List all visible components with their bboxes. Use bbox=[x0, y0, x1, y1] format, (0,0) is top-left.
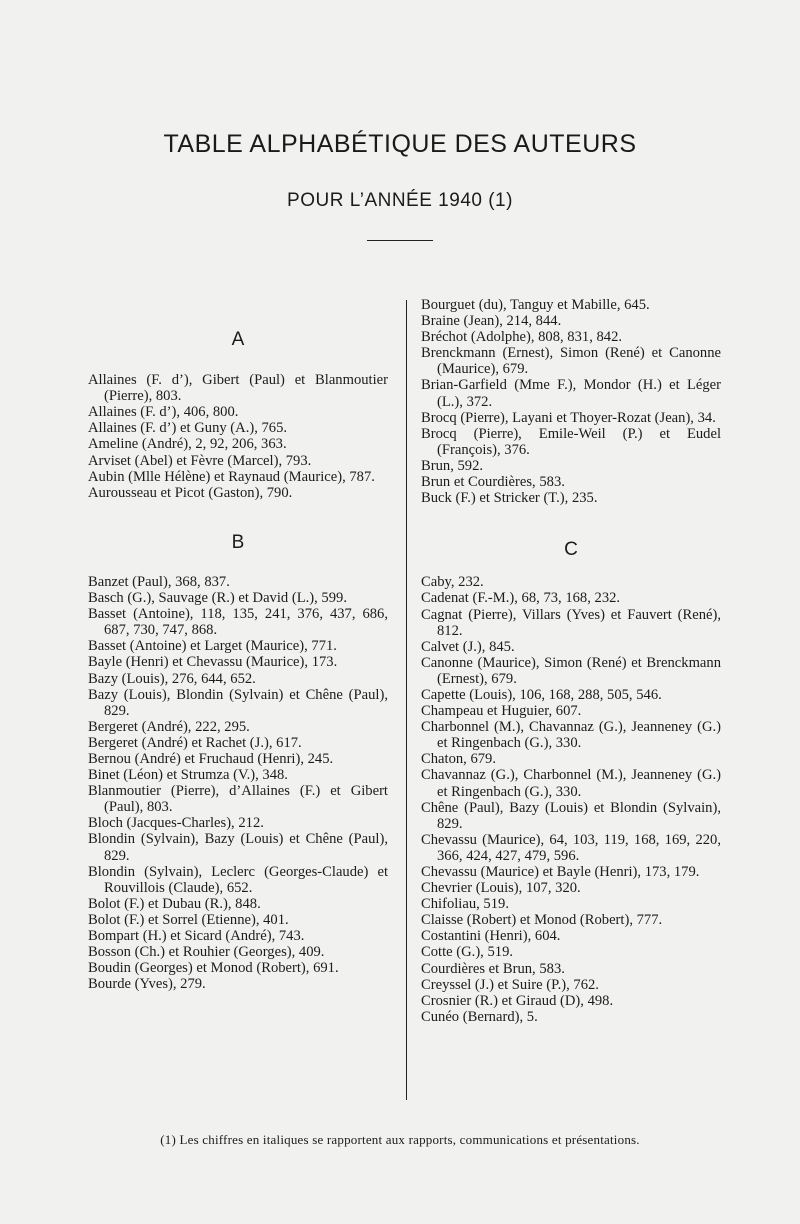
author-entry: Bergeret (André) et Rachet (J.), 617. bbox=[88, 734, 302, 751]
author-entry: Caby, 232. bbox=[421, 574, 484, 591]
author-entry: Creyssel (J.) et Suire (P.), 762. bbox=[421, 976, 599, 993]
author-entry: Basch (G.), Sauvage (R.) et David (L.), 599. bbox=[88, 590, 347, 607]
page-subtitle: POUR L’ANNÉE 1940 (1) bbox=[287, 190, 513, 211]
section-b-entries-right bbox=[421, 297, 721, 506]
author-entry: Blanmoutier (Pierre), d’Allaines (F.) et Gibert (Paul), 803. bbox=[88, 783, 388, 816]
author-entry: Allaines (F. d’) et Guny (A.), 765. bbox=[88, 420, 288, 437]
author-entry: Cunéo (Bernard), 5. bbox=[421, 1008, 538, 1025]
author-entry: Banzet (Paul), 368, 837. bbox=[88, 573, 230, 590]
author-entry: Bazy (Louis), 276, 644, 652. bbox=[88, 670, 256, 687]
author-entry: Charbonnel (M.), Chavannaz (G.), Jeanneney (G.) et Ringenbach (G.), 330. bbox=[421, 719, 721, 752]
author-entry: Brocq (Pierre), Emile-Weil (P.) et Eudel (François), 376. bbox=[421, 425, 721, 458]
author-entry: Buck (F.) et Stricker (T.), 235. bbox=[421, 490, 598, 507]
author-entry: Basset (Antoine) et Larget (Maurice), 771. bbox=[88, 638, 337, 655]
author-entry: Allaines (F. d’), 406, 800. bbox=[88, 404, 239, 421]
author-entry: Chifoliau, 519. bbox=[421, 896, 509, 913]
author-entry: Courdières et Brun, 583. bbox=[421, 960, 565, 977]
author-entry: Ameline (André), 2, 92, 206, 363. bbox=[88, 436, 287, 453]
author-entry: Calvet (J.), 845. bbox=[421, 638, 515, 655]
page-title: TABLE ALPHABÉTIQUE DES AUTEURS bbox=[163, 130, 637, 158]
right-column bbox=[421, 297, 721, 1025]
author-entry: Costantini (Henri), 604. bbox=[421, 928, 561, 945]
author-entry: Basset (Antoine), 118, 135, 241, 376, 437, 686, 687, 730, 747, 868. bbox=[88, 606, 388, 639]
author-entry: Bréchot (Adolphe), 808, 831, 842. bbox=[421, 329, 623, 346]
section-letter-c: C bbox=[564, 539, 578, 561]
author-entry: Cagnat (Pierre), Villars (Yves) et Fauvert (René), 812. bbox=[421, 606, 721, 639]
author-entry: Chêne (Paul), Bazy (Louis) et Blondin (Sylvain), 829. bbox=[421, 799, 721, 832]
author-entry: Capette (Louis), 106, 168, 288, 505, 546. bbox=[421, 686, 662, 703]
author-entry: Binet (Léon) et Strumza (V.), 348. bbox=[88, 767, 288, 784]
author-entry: Brocq (Pierre), Layani et Thoyer-Rozat (Jean), 34. bbox=[421, 409, 716, 426]
author-entry: Blondin (Sylvain), Leclerc (Georges-Claude) et Rouvillois (Claude), 652. bbox=[88, 863, 388, 896]
footnote: (1) Les chiffres en italiques se rapportent aux rapports, communications et présentations. bbox=[160, 1132, 640, 1147]
section-c-entries bbox=[421, 574, 721, 1025]
author-entry: Braine (Jean), 214, 844. bbox=[421, 313, 562, 330]
author-entry: Allaines (F. d’), Gibert (Paul) et Blanmoutier (Pierre), 803. bbox=[88, 372, 388, 405]
author-entry: Bosson (Ch.) et Rouhier (Georges), 409. bbox=[88, 944, 325, 961]
section-a-entries bbox=[88, 372, 388, 501]
author-entry: Bompart (H.) et Sicard (André), 743. bbox=[88, 928, 305, 944]
author-entry: Claisse (Robert) et Monod (Robert), 777. bbox=[421, 912, 663, 929]
author-entry: Bergeret (André), 222, 295. bbox=[88, 718, 250, 735]
author-entry: Arviset (Abel) et Fèvre (Marcel), 793. bbox=[88, 452, 312, 469]
author-entry: Chevassu (Maurice), 64, 103, 119, 168, 169, 220, 366, 424, 427, 479, 596. bbox=[421, 831, 721, 864]
title-rule bbox=[367, 240, 433, 241]
author-entry: Blondin (Sylvain), Bazy (Louis) et Chêne (Paul), 829. bbox=[88, 831, 388, 864]
author-entry: Chevassu (Maurice) et Bayle (Henri), 173, 179. bbox=[421, 864, 700, 880]
author-entry: Bourguet (du), Tanguy et Mabille, 645. bbox=[421, 297, 650, 313]
author-entry: Brun et Courdières, 583. bbox=[421, 474, 565, 491]
author-entry: Bolot (F.) et Dubau (R.), 848. bbox=[88, 895, 261, 912]
author-entry: Bloch (Jacques-Charles), 212. bbox=[88, 815, 264, 832]
author-entry: Chaton, 679. bbox=[421, 751, 496, 768]
section-letter-a: A bbox=[231, 329, 245, 350]
author-entry: Brun, 592. bbox=[421, 457, 484, 474]
author-entry: Crosnier (R.) et Giraud (D), 498. bbox=[421, 992, 614, 1009]
author-entry: Cadenat (F.-M.), 68, 73, 168, 232. bbox=[421, 590, 621, 607]
author-entry: Chevrier (Louis), 107, 320. bbox=[421, 880, 581, 897]
author-entry: Canonne (Maurice), Simon (René) et Brenckmann (Ernest), 679. bbox=[421, 654, 721, 687]
author-entry: Brenckmann (Ernest), Simon (René) et Canonne (Maurice), 679. bbox=[421, 345, 721, 378]
author-entry: Cotte (G.), 519. bbox=[421, 944, 514, 961]
author-entry: Champeau et Huguier, 607. bbox=[421, 703, 582, 720]
left-column bbox=[88, 297, 388, 992]
author-entry: Boudin (Georges) et Monod (Robert), 691. bbox=[88, 960, 339, 977]
author-entry: Chavannaz (G.), Charbonnel (M.), Jeanneney (G.) et Ringenbach (G.), 330. bbox=[421, 767, 721, 800]
author-entry: Bazy (Louis), Blondin (Sylvain) et Chêne (Paul), 829. bbox=[88, 686, 388, 719]
column-divider bbox=[406, 300, 407, 1100]
author-entry: Bolot (F.) et Sorrel (Etienne), 401. bbox=[88, 911, 289, 928]
author-entry: Aurousseau et Picot (Gaston), 790. bbox=[88, 484, 293, 501]
section-b-entries-left bbox=[88, 574, 388, 992]
author-entry: Brian-Garfield (Mme F.), Mondor (H.) et Léger (L.), 372. bbox=[421, 377, 721, 410]
author-entry: Aubin (Mlle Hélène) et Raynaud (Maurice), 787. bbox=[88, 468, 375, 485]
author-entry: Bayle (Henri) et Chevassu (Maurice), 173. bbox=[88, 654, 338, 671]
author-entry: Bernou (André) et Fruchaud (Henri), 245. bbox=[88, 750, 334, 767]
author-entry: Bourde (Yves), 279. bbox=[88, 976, 206, 993]
section-letter-b: B bbox=[231, 531, 245, 553]
